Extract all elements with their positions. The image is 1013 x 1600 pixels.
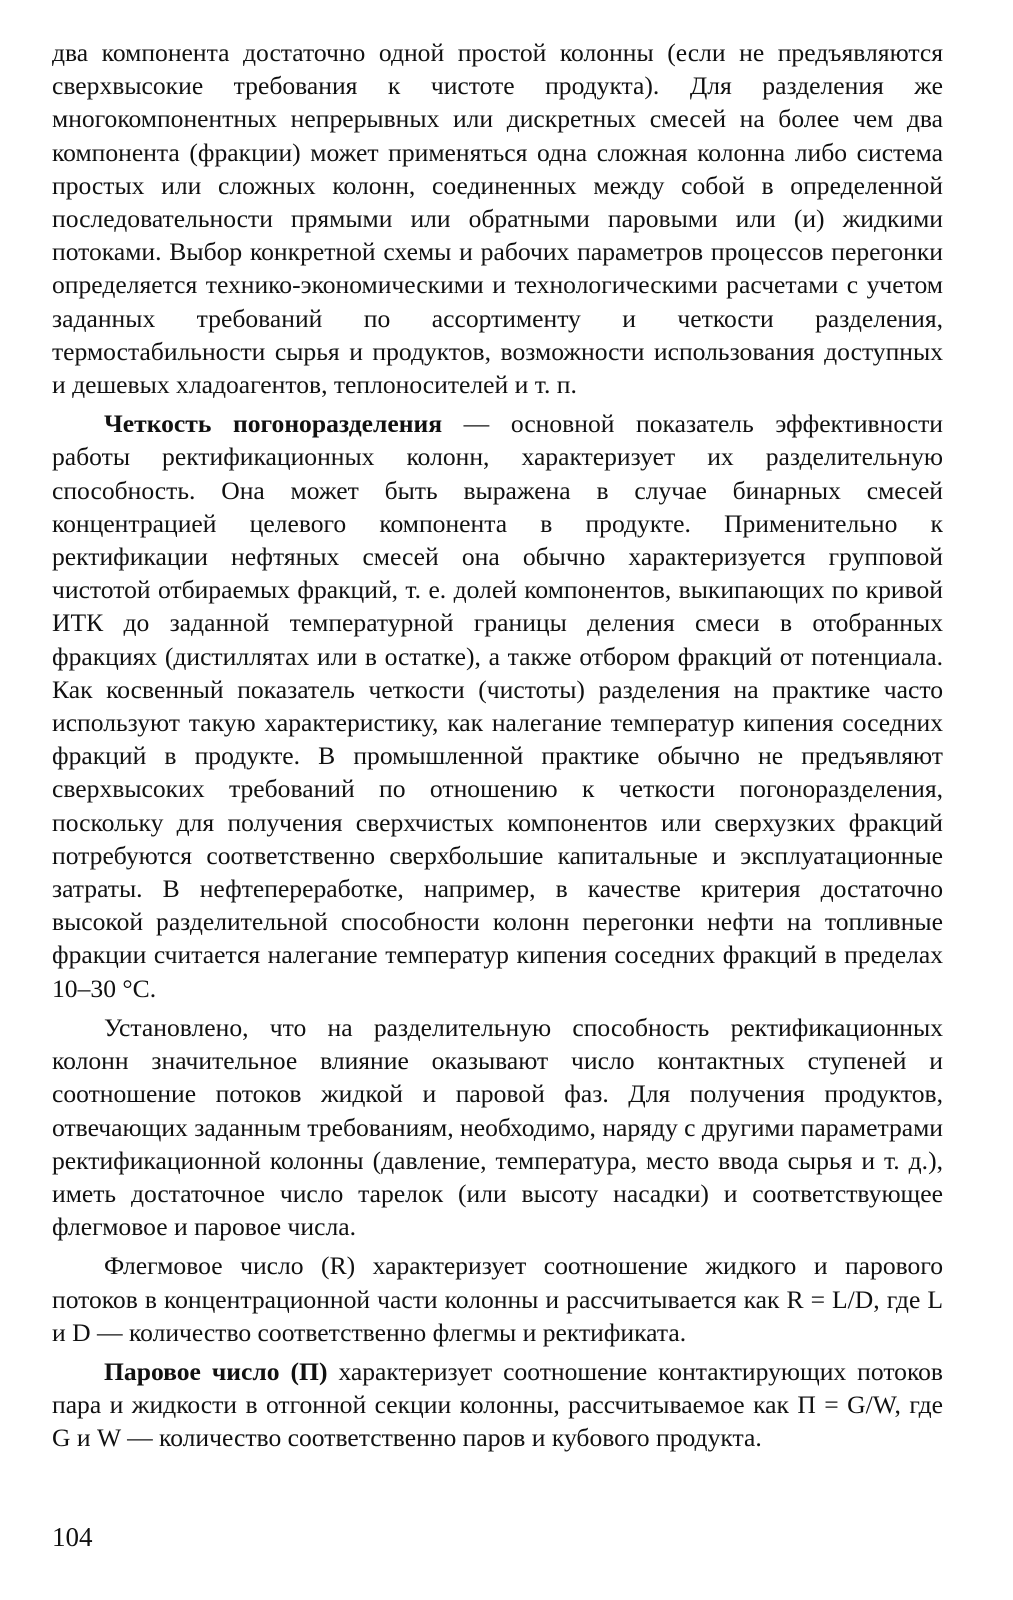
term-clarity: Четкость погоноразделения [104,409,443,439]
paragraph-3: Установлено, что на разделительную способность ректификационных колонн значительное влияние оказывают число контактных ступеней и соотношение потоков жидкой и паровой фаз. Для получения продуктов, отвечающих заданным требованиям, необходимо, наряду с другими параметрами ректификационной колонны (давление, температура, место ввода сырья и т. д.), иметь достаточное число тарелок (или высоту насадки) и соответствующее флегмовое и паровое числа. [52,1012,943,1242]
paragraph-5-text: характеризует соотношение контактирующих потоков пара и жидкости в отгонной секции колонны, рассчитываемое как П = G/W, где G и W — количество соответственно паров и кубового продукта. [52,1356,943,1453]
page-number: 104 [52,1522,93,1552]
paragraph-1: два компонента достаточно одной простой колонны (если не предъявляются сверхвысокие требования к чистоте продукта). Для разделения же многокомпонентных непрерывных или дискретных смесей на более чем два компонента (фракции) может применяться одна сложная колонна либо система простых или сложных колонн, соединенных между собой в определенной последовательности прямыми или обратными паровыми или (и) жидкими потоками. Выбор конкретной схемы и рабочих параметров процессов перегонки определяется технико-экономическими и технологическими расчетами с учетом заданных требований по ассортименту и четкости разделения, термостабильности сырья и продуктов, возможности использования доступных и дешевых хладоагентов, теплоносителей и т. п. [52,38,943,400]
paragraph-5 [52,1355,943,1455]
paragraph-2-text: — основной показатель эффективности работы ректификационных колонн, характеризует их разделительную способность. Она может быть выражена в случае бинарных смесей концентрацией целевого компонента в продукте. Применительно к ректификации нефтяных смесей она обычно характеризуется групповой чистотой отбираемых фракций, т. е. долей компонентов, выкипающих по кривой ИТК до заданной температурной границы деления смеси в отобранных фракциях (дистиллятах или в остатке), а также отбором фракций от потенциала. Как косвенный показатель четкости (чистоты) разделения на практике часто используют такую характеристику, как налегание температур кипения соседних фракций в продукте. В промышленной практике обычно не предъявляют сверхвысоких требований по отношению к четкости погоноразделения, поскольку для получения сверхчистых компонентов или сверхузких фракций потребуются соответственно сверхбольшие капитальные и эксплуатационные затраты. В нефтепереработке, например, в качестве критерия достаточно высокой разделительной способности колонн перегонки нефти на топливные фракции считается налегание температур кипения соседних фракций в пределах 10–30 °С. [52,409,943,1003]
page-body [52,36,943,1576]
term-steam-ratio: Паровое число (П) [104,1356,328,1386]
paragraph-4: Флегмовое число (R) характеризует соотношение жидкого и парового потоков в концентрационной части колонны и рассчитывается как R = L/D, где L и D — количество соответственно флегмы и ректификата. [52,1251,943,1347]
paragraph-2 [52,407,943,1005]
